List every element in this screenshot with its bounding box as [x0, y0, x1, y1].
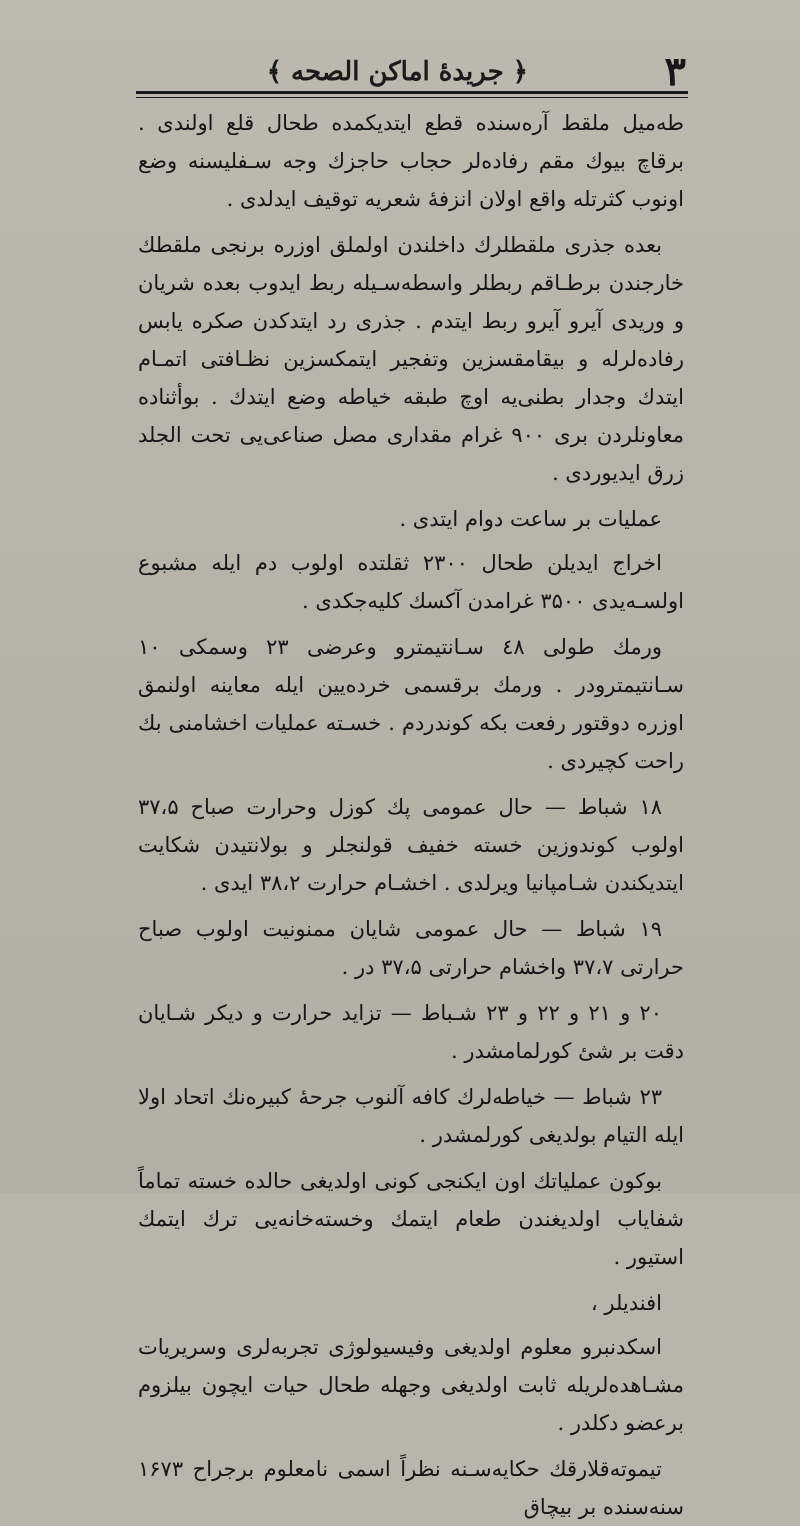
paragraph-4: اخراج ایدیلن طحال ۲۳۰۰ ثقلتده اولوب دم ایله مشبوع اولسـەیدی ۳۵۰۰ غرامدن آكسك كلیەجكدی . — [138, 551, 684, 613]
paragraph-11: افندیلر ، — [590, 1291, 662, 1315]
paragraph-9: ۲۳ شباط — خیاطەلرك كافه آلنوب جرحۀ كبیرەنك اتحاد اولا ایله التیام بولدیغی كورلمشدر . — [138, 1085, 684, 1147]
article-body — [138, 104, 684, 1519]
paragraph-8: ۲۰ و ۲۱ و ۲۲ و ۲۳ شـباط — تزاید حرارت و دیكر شـایان دقت بر شئ كورلمامشدر . — [138, 1001, 684, 1063]
paragraph-2: بعده جذری ملقطلرك داخلندن اولملق اوزره برنجی ملقطك خارجندن برطـاقم ربطلر واسطەسـیله ربط ایدوب بعده شریان و وریدی آیرو آیرو ربط ایتدم . جذری رد ایتدكدن صكره یابس رفادەلرله و بیقامقسزین وتفجیر ایتمكسزین نظـافتی اتمـام ایتدك وجدار بطنی‌یه اوچ طبقه خیاطه وضع ایتدك . بوأثناده معاونلردن بری ۹۰۰ غرام مقداری مصل صناعی‌یی تحت الجلد زرق ایدیوردی . — [138, 233, 684, 485]
paragraph-1: طەمیل ملقط آرەسندە قطع ایتدیکمده طحال قلع اولندی . برقاچ بیوك مقم رفادەلر حجاب حاجزك وجه سـفلیسنه وضع اونوب كثرتله واقع اولان انزفۀ شعریه توقیف ایدلدی . — [138, 111, 684, 211]
page-number: ۳ — [664, 48, 686, 95]
page-header — [138, 48, 686, 96]
paragraph-5: ورمك طولی ٤۸ سـانتیمترو وعرضی ۲۳ وسمكی ۱۰ سـانتیمترودر . ورمك برقسمی خردەیین ایله معاینه اولنمق اوزره دوقتور رفعت بكه كوندردم . خسـته عملیات اخشامنی بك راحت كچیردی . — [138, 635, 684, 773]
paragraph-10: بوكون عملیاتك اون ایكنجی كونی اولدیغی حالده خسته تماماً شفایاب اولدیغندن طعام ایتمك وخستەخانەیی ترك ایتمك استیور . — [138, 1169, 684, 1269]
header-rule — [136, 91, 688, 98]
paragraph-6: ۱۸ شباط — حال عمومی پك كوزل وحرارت صباح ۳۷،۵ اولوب كوندوزین خسته خفیف قولنجلر و بولانتیدن شكایت ایتدیكندن شـامپانیا ویرلدی . اخشـام حرارت ۳۸،۲ ایدی . — [138, 795, 684, 895]
paragraph-12: اسكدنبرو معلوم اولدیغی وفیسیولوژی تجربەلری وسریریات مشـاهدەلریله ثابت اولدیغی وجهله طحال حیات ایچون بیلزوم برعضو دكلدر . — [138, 1335, 684, 1435]
paragraph-7: ۱۹ شباط — حال عمومی شایان ممنونیت اولوب صباح حرارتی ۳۷،۷ واخشام حرارتی ۳۷،۵ در . — [138, 917, 684, 979]
journal-title: ﴿ جريدۀ اماكن الصحه ﴾ — [266, 57, 528, 87]
paragraph-3: عملیات بر ساعت دوام ایتدی . — [399, 507, 662, 531]
paragraph-13: تیموتەقلارقك حكایەسـنه نظراً اسمی نامعلوم برجراح ۱۶۷۳ سنەسنده بر بیچاق — [138, 1457, 684, 1519]
